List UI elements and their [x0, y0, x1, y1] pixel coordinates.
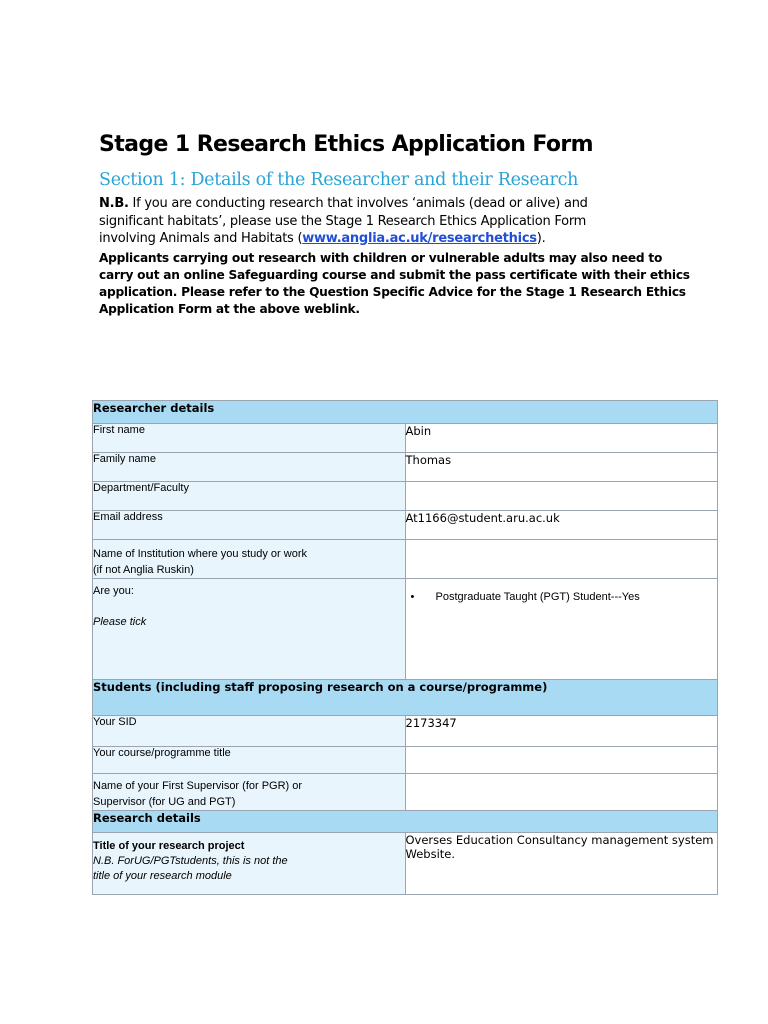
are-you-label [93, 579, 406, 680]
research-title-label-text: Title of your research project [93, 840, 245, 852]
research-title-note-line-1: N.B. ForUG/PGTstudents, this is not the [93, 855, 288, 867]
research-details-header: Research details [93, 811, 718, 833]
department-label: Department/Faculty [93, 482, 406, 511]
nb-line-2: significant habitats’, please use the Stage 1 Research Ethics Application Form [99, 213, 587, 229]
students-header: Students (including staff proposing research on a course/programme) [93, 680, 718, 716]
nb-line-1: If you are conducting research that involves ‘animals (dead or alive) and [128, 196, 588, 211]
research-title-note-line-2: title of your research module [93, 870, 232, 882]
email-field[interactable]: At1166@student.aru.ac.uk [405, 511, 718, 540]
first-name-label: First name [93, 424, 406, 453]
institution-label-line-1: Name of Institution where you study or work [93, 548, 307, 560]
section-heading: Section 1: Details of the Researcher and their Research [99, 170, 579, 190]
institution-label-line-2: (if not Anglia Ruskin) [93, 564, 194, 576]
family-name-field[interactable]: Thomas [405, 453, 718, 482]
researcher-details-header: Researcher details [93, 401, 718, 424]
nb-line-3-post: ). [536, 231, 546, 246]
institution-label [93, 540, 406, 579]
first-name-field[interactable]: Abin [405, 424, 718, 453]
department-field[interactable] [405, 482, 718, 511]
application-form-table [92, 400, 718, 895]
research-ethics-link[interactable]: www.anglia.ac.uk/researchethics [302, 231, 537, 246]
page-title: Stage 1 Research Ethics Application Form [99, 132, 593, 157]
please-tick-text: Please tick [93, 616, 147, 628]
research-title-field[interactable]: Overses Education Consultancy management system Website. [405, 833, 718, 895]
bullet-icon: • [410, 591, 415, 603]
applicants-line-3: application. Please refer to the Question Specific Advice for the Stage 1 Research Ethics [99, 285, 686, 299]
applicants-line-1: Applicants carrying out research with children or vulnerable adults may also need to [99, 251, 663, 265]
nb-line-3-pre: involving Animals and Habitats ( [99, 231, 303, 246]
email-label: Email address [93, 511, 406, 540]
student-type-text: Postgraduate Taught (PGT) Student---Yes [435, 591, 640, 603]
supervisor-label-line-1: Name of your First Supervisor (for PGR) or [93, 780, 303, 792]
sid-label: Your SID [93, 716, 406, 747]
sid-field[interactable]: 2173347 [405, 716, 718, 747]
supervisor-label-line-2: Supervisor (for UG and PGT) [93, 796, 236, 808]
course-field[interactable] [405, 747, 718, 774]
applicants-line-4: Application Form at the above weblink. [99, 302, 360, 316]
family-name-label: Family name [93, 453, 406, 482]
are-you-field[interactable] [405, 579, 718, 680]
supervisor-field[interactable] [405, 774, 718, 811]
applicants-line-2: carry out an online Safeguarding course and submit the pass certificate with their ethics [99, 268, 690, 282]
supervisor-label [93, 774, 406, 811]
applicants-note [99, 250, 699, 318]
are-you-text: Are you: [93, 585, 134, 597]
student-type-option [411, 591, 718, 603]
research-title-label [93, 833, 406, 895]
nb-note [99, 195, 699, 248]
institution-field[interactable] [405, 540, 718, 579]
course-label: Your course/programme title [93, 747, 406, 774]
nb-label: N.B. [99, 196, 129, 211]
